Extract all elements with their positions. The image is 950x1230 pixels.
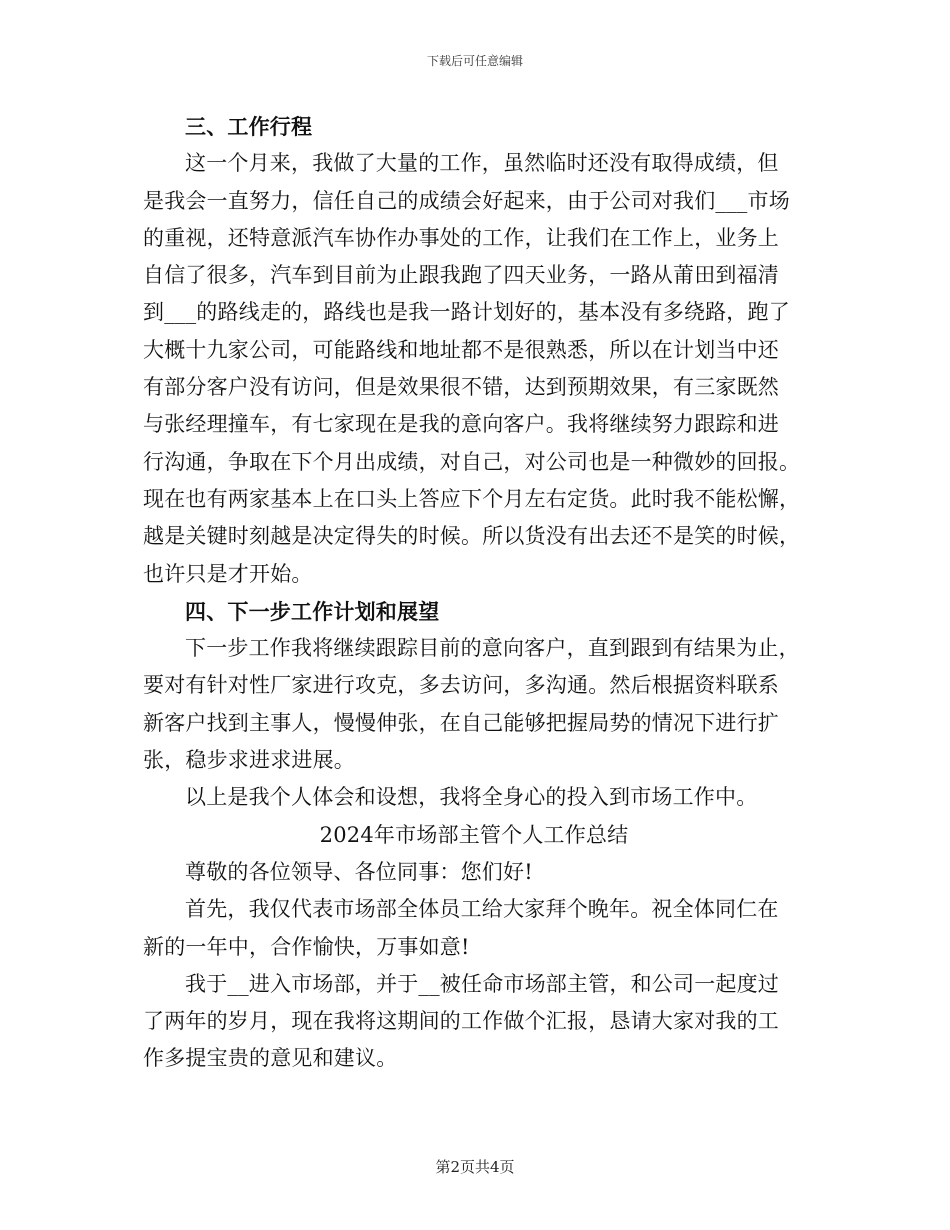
document-title: 2024年市场部主管个人工作总结 <box>319 822 629 847</box>
paragraph-line: 首先，我仅代表市场部全体员工给大家拜个晚年。祝全体同仁在 <box>185 897 779 922</box>
paragraph-line: 行沟通，争取在下个月出成绩，对自己，对公司也是一种微妙的回报。 <box>143 449 801 474</box>
paragraph-line: 新的一年中，合作愉快，万事如意! <box>143 934 470 959</box>
paragraph-line: 以上是我个人体会和设想，我将全身心的投入到市场工作中。 <box>185 785 758 810</box>
paragraph-line: 大概十九家公司，可能路线和地址都不是很熟悉，所以在计划当中还 <box>143 337 779 362</box>
paragraph-line: 我于__进入市场部，并于__被任命市场部主管，和公司一起度过 <box>185 971 779 996</box>
paragraph-line: 是我会一直努力，信任自己的成绩会好起来，由于公司对我们___市场 <box>143 188 790 213</box>
section-heading-4: 四、下一步工作计划和展望 <box>185 598 440 624</box>
document-body <box>143 108 805 1078</box>
paragraph-line: 越是关键时刻越是决定得失的时候。所以货没有出去还不是笑的时候， <box>143 524 801 549</box>
paragraph-line: 自信了很多，汽车到目前为止跟我跑了四天业务，一路从莆田到福清 <box>143 263 779 288</box>
paragraph-line: 现在也有两家基本上在口头上答应下个月左右定货。此时我不能松懈， <box>143 486 801 511</box>
section-heading-3: 三、工作行程 <box>185 114 313 139</box>
paragraph-line: 要对有针对性厂家进行攻克，多去访问，多沟通。然后根据资料联系 <box>143 673 779 698</box>
paragraph-line: 这一个月来，我做了大量的工作，虽然临时还没有取得成绩，但 <box>185 151 779 176</box>
paragraph-line: 有部分客户没有访问，但是效果很不错，达到预期效果，有三家既然 <box>143 375 779 400</box>
paragraph-line: 到___的路线走的，路线也是我一路计划好的，基本没有多绕路，跑了 <box>143 300 790 325</box>
paragraph-line: 与张经理撞车，有七家现在是我的意向客户。我将继续努力跟踪和进 <box>143 412 779 437</box>
paragraph-line: 也许只是才开始。 <box>143 561 313 586</box>
paragraph-line: 下一步工作我将继续跟踪目前的意向客户，直到跟到有结果为止， <box>185 636 800 661</box>
salutation-line: 尊敬的各位领导、各位同事：您们好! <box>185 859 533 884</box>
paragraph-line: 的重视，还特意派汽车协作办事处的工作，让我们在工作上，业务上 <box>143 225 779 250</box>
paragraph-line: 了两年的岁月，现在我将这期间的工作做个汇报，恳请大家对我的工 <box>143 1009 779 1034</box>
paragraph-line: 张，稳步求进求进展。 <box>143 748 355 773</box>
page-number: 第2页共4页 <box>435 1158 515 1176</box>
paragraph-line: 新客户找到主事人，慢慢伸张，在自己能够把握局势的情况下进行扩 <box>143 710 779 735</box>
paragraph-line: 作多提宝贵的意见和建议。 <box>143 1046 398 1071</box>
page-header: 下载后可任意编辑 <box>426 54 523 68</box>
